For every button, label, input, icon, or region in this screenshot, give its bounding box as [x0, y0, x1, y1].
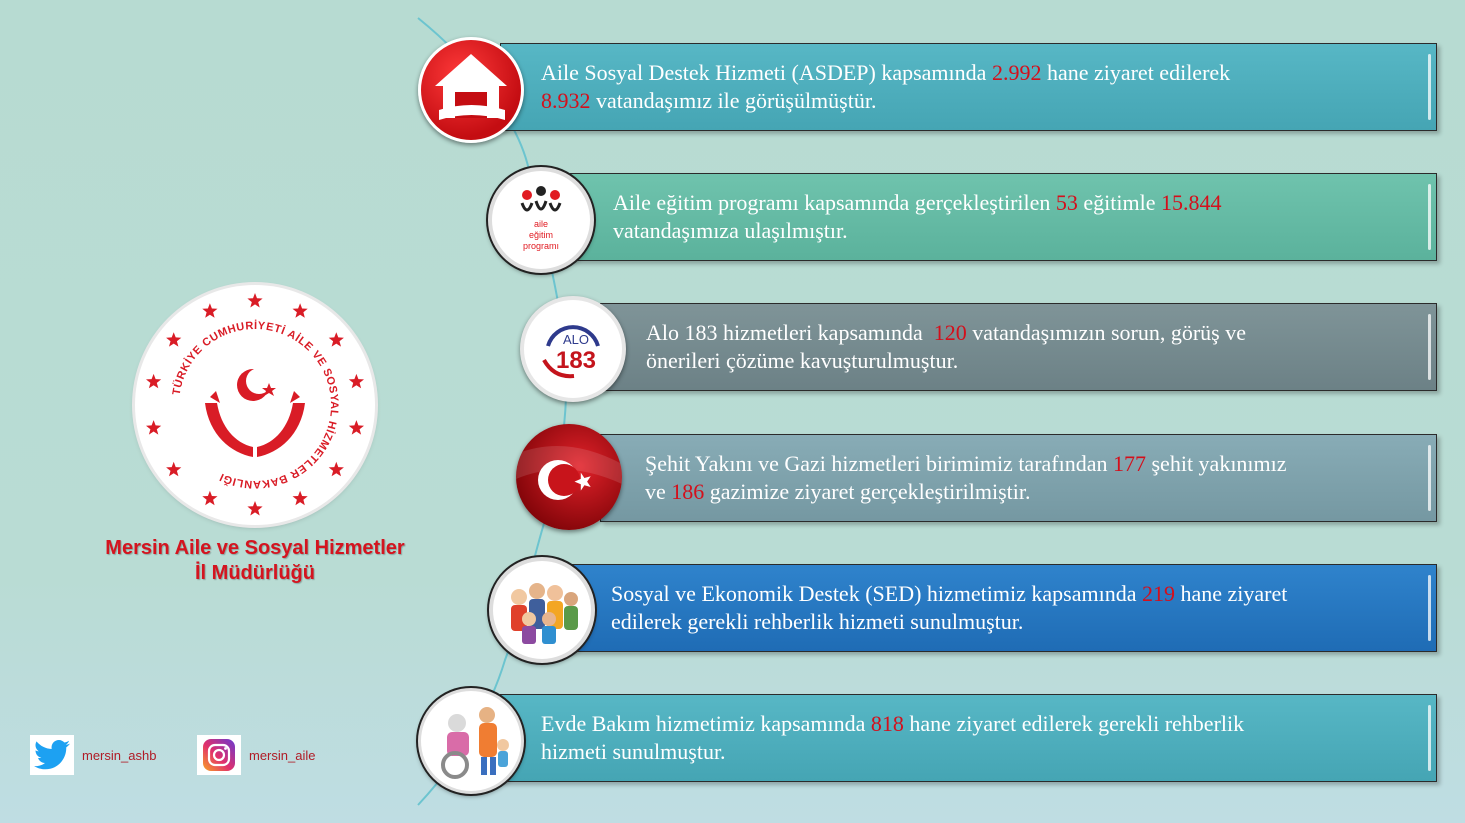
ministry-emblem [135, 285, 375, 525]
svg-text:ALO: ALO [562, 332, 590, 347]
service-sed [560, 564, 1437, 652]
svg-text:183: 183 [555, 347, 597, 374]
instagram-handle[interactable]: mersin_aile [249, 747, 316, 763]
service-count: 177 [1113, 451, 1146, 476]
emblem-star-icon [247, 501, 262, 516]
emblem-star-icon [166, 462, 181, 477]
bar-highlight [1428, 184, 1431, 250]
emblem-star-icon [349, 374, 364, 388]
service-text-line: Alo 183 hizmetleri kapsamında 120 vatandaşımızın sorun, görüş ve [646, 320, 1246, 345]
service-asdep [500, 43, 1437, 131]
service-sehit-gazi [600, 434, 1437, 522]
emblem-star-icon [293, 303, 308, 318]
svg-text:TÜRKİYE CUMHURİYETİ AİLE VE SO [171, 319, 340, 490]
service-text-line: önerileri çözüme kavuşturulmuştur. [646, 348, 959, 373]
emblem-star-icon [146, 420, 161, 435]
service-text-line: Sosyal ve Ekonomik Destek (SED) hizmetimiz kapsamında 219 hane ziyaret [611, 581, 1288, 606]
svg-text:programı: programı [522, 241, 560, 251]
alo-183-logo [520, 296, 626, 402]
service-count: 120 [933, 320, 967, 345]
house-icon [418, 37, 524, 143]
twitter-icon[interactable] [30, 735, 74, 775]
service-count: 53 [1055, 190, 1078, 215]
emblem-star-icon [202, 303, 217, 318]
organization-name [60, 536, 450, 586]
aile-egitim-programi-logo [488, 167, 594, 273]
bar-highlight [1428, 705, 1431, 771]
elderly-care-icon [418, 688, 524, 794]
emblem-star-icon [329, 332, 344, 346]
emblem-star-icon [329, 462, 344, 477]
svg-text:aile: aile [533, 219, 549, 229]
service-text-line: Aile eğitim programı kapsamında gerçekleştirilen 53 eğitimle 15.844 [613, 190, 1222, 215]
service-alo-183 [600, 303, 1437, 391]
turkish-flag-icon [516, 424, 622, 530]
bar-highlight [1428, 54, 1431, 120]
bar-highlight [1428, 575, 1431, 641]
emblem-star-icon [166, 332, 181, 346]
service-text-line: vatandaşımıza ulaşılmıştır. [613, 218, 848, 243]
emblem-ring-text: TÜRKİYE CUMHURİYETİ AİLE VE SOSYAL HİZMETLER BAKANLIĞI [170, 319, 341, 491]
instagram-link[interactable] [197, 735, 315, 775]
twitter-handle[interactable]: mersin_ashb [82, 747, 157, 763]
emblem-star-icon [202, 491, 217, 506]
service-text-line: hizmeti sunulmuştur. [541, 739, 726, 764]
service-count: 2.992 [991, 60, 1042, 85]
bar-highlight [1428, 314, 1431, 380]
service-text-line: Şehit Yakını ve Gazi hizmetleri birimimiz tarafından 177 şehit yakınımız [645, 451, 1287, 476]
service-aile-egitim [570, 173, 1437, 261]
organization-name-line2: İl Müdürlüğü [195, 562, 315, 584]
emblem-star-icon [349, 420, 364, 435]
bar-highlight [1428, 445, 1431, 511]
service-count: 8.932 [541, 88, 591, 113]
service-text-line: 8.932 vatandaşımız ile görüşülmüştür. [541, 88, 877, 113]
service-count: 818 [870, 711, 904, 736]
service-count: 186 [671, 479, 705, 504]
service-text-line: edilerek gerekli rehberlik hizmeti sunulmuştur. [611, 609, 1024, 634]
emblem-star-icon [247, 293, 262, 308]
svg-text:eğitim: eğitim [528, 230, 554, 240]
service-text-line: ve 186 gazimize ziyaret gerçekleştirilmiştir. [645, 479, 1031, 504]
service-text-line: Aile Sosyal Destek Hizmeti (ASDEP) kapsamında 2.992 hane ziyaret edilerek [541, 60, 1231, 85]
people-group-icon [489, 557, 595, 663]
emblem-star-icon [293, 491, 308, 506]
service-text-line: Evde Bakım hizmetimiz kapsamında 818 hane ziyaret edilerek gerekli rehberlik [541, 711, 1245, 736]
instagram-icon[interactable] [197, 735, 241, 775]
emblem-star-icon [146, 374, 161, 388]
service-evde-bakim [500, 694, 1437, 782]
twitter-link[interactable] [30, 735, 156, 775]
organization-name-line1: Mersin Aile ve Sosyal Hizmetler [105, 537, 405, 559]
service-count: 219 [1141, 581, 1175, 606]
service-count: 15.844 [1161, 190, 1222, 215]
